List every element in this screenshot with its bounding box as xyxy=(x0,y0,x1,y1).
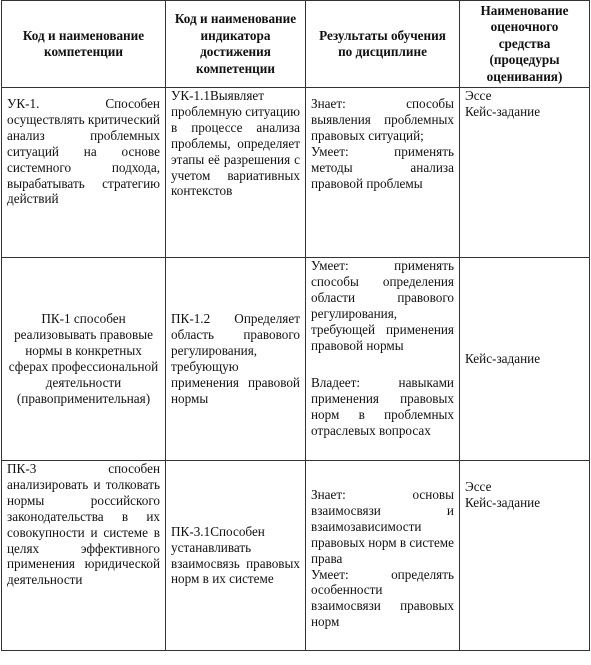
indicator-cell: УК-1.1Выявляет проблемную ситуацию в процессе анализа проблемы, определяет этапы её разрешения с учетом вариативных контекстов xyxy=(166,88,306,258)
competence-table xyxy=(1,0,590,651)
result-item: Знает: основы взаимосвязи и взаимозависимости правовых норм в системе права xyxy=(311,487,455,566)
competence-cell: ПК-3 способен анализировать и толковать нормы российского законодательства в их совокупности и системе в целях эффективного применения юридической деятельности xyxy=(2,461,166,651)
assessment-item: Кейс-задание xyxy=(465,351,541,367)
header-row xyxy=(2,1,590,88)
assessment-item: Кейс-задание xyxy=(465,103,541,119)
header-indicator: Код и наименование индикатора достижения компетенции xyxy=(166,1,306,88)
competence-cell: ПК-1 способен реализовывать правовые нормы в конкретных сферах профессиональной деятельности (правоприменительная) xyxy=(2,258,166,461)
competence-cell: УК-1. Способен осуществлять критический анализ проблемных ситуаций на основе системного подхода, вырабатывать стратегию действий xyxy=(2,88,166,258)
table-row xyxy=(2,461,590,651)
assessment-cell xyxy=(460,461,590,651)
result-item: Умеет: применять методы анализа правовой проблемы xyxy=(311,143,454,191)
assessment-item: Эссе xyxy=(465,88,492,103)
header-assessment: Наименование оценочного средства (процедуры оценивания) xyxy=(460,1,590,88)
results-cell xyxy=(306,258,460,461)
assessment-item: Эссе xyxy=(465,479,492,494)
table-row xyxy=(2,88,590,258)
result-item: Умеет: определять особенности взаимосвязи правовых норм xyxy=(311,566,454,630)
result-item: Знает: способы выявления проблемных правовых ситуаций; xyxy=(311,96,454,143)
indicator-cell: ПК-1.2 Определяет область правового регулирования, требующую применения правовой нормы xyxy=(166,258,306,461)
header-results: Результаты обучения по дисциплине xyxy=(306,1,460,88)
indicator-cell: ПК-3.1Способен устанавливать взаимосвязь правовых норм в их системе xyxy=(166,461,306,651)
results-cell xyxy=(306,461,460,651)
result-item: Умеет: применять способы определения области правового регулирования, требующей применения правовой нормы xyxy=(311,258,454,353)
assessment-item: Кейс-задание xyxy=(465,494,541,510)
assessment-cell xyxy=(460,258,590,461)
results-cell xyxy=(306,88,460,258)
header-competence: Код и наименование компетенции xyxy=(2,1,166,88)
table-row xyxy=(2,258,590,461)
result-item: Владеет: навыками применения правовых норм в проблемных отраслевых вопросах xyxy=(311,375,454,439)
assessment-cell xyxy=(460,88,590,258)
